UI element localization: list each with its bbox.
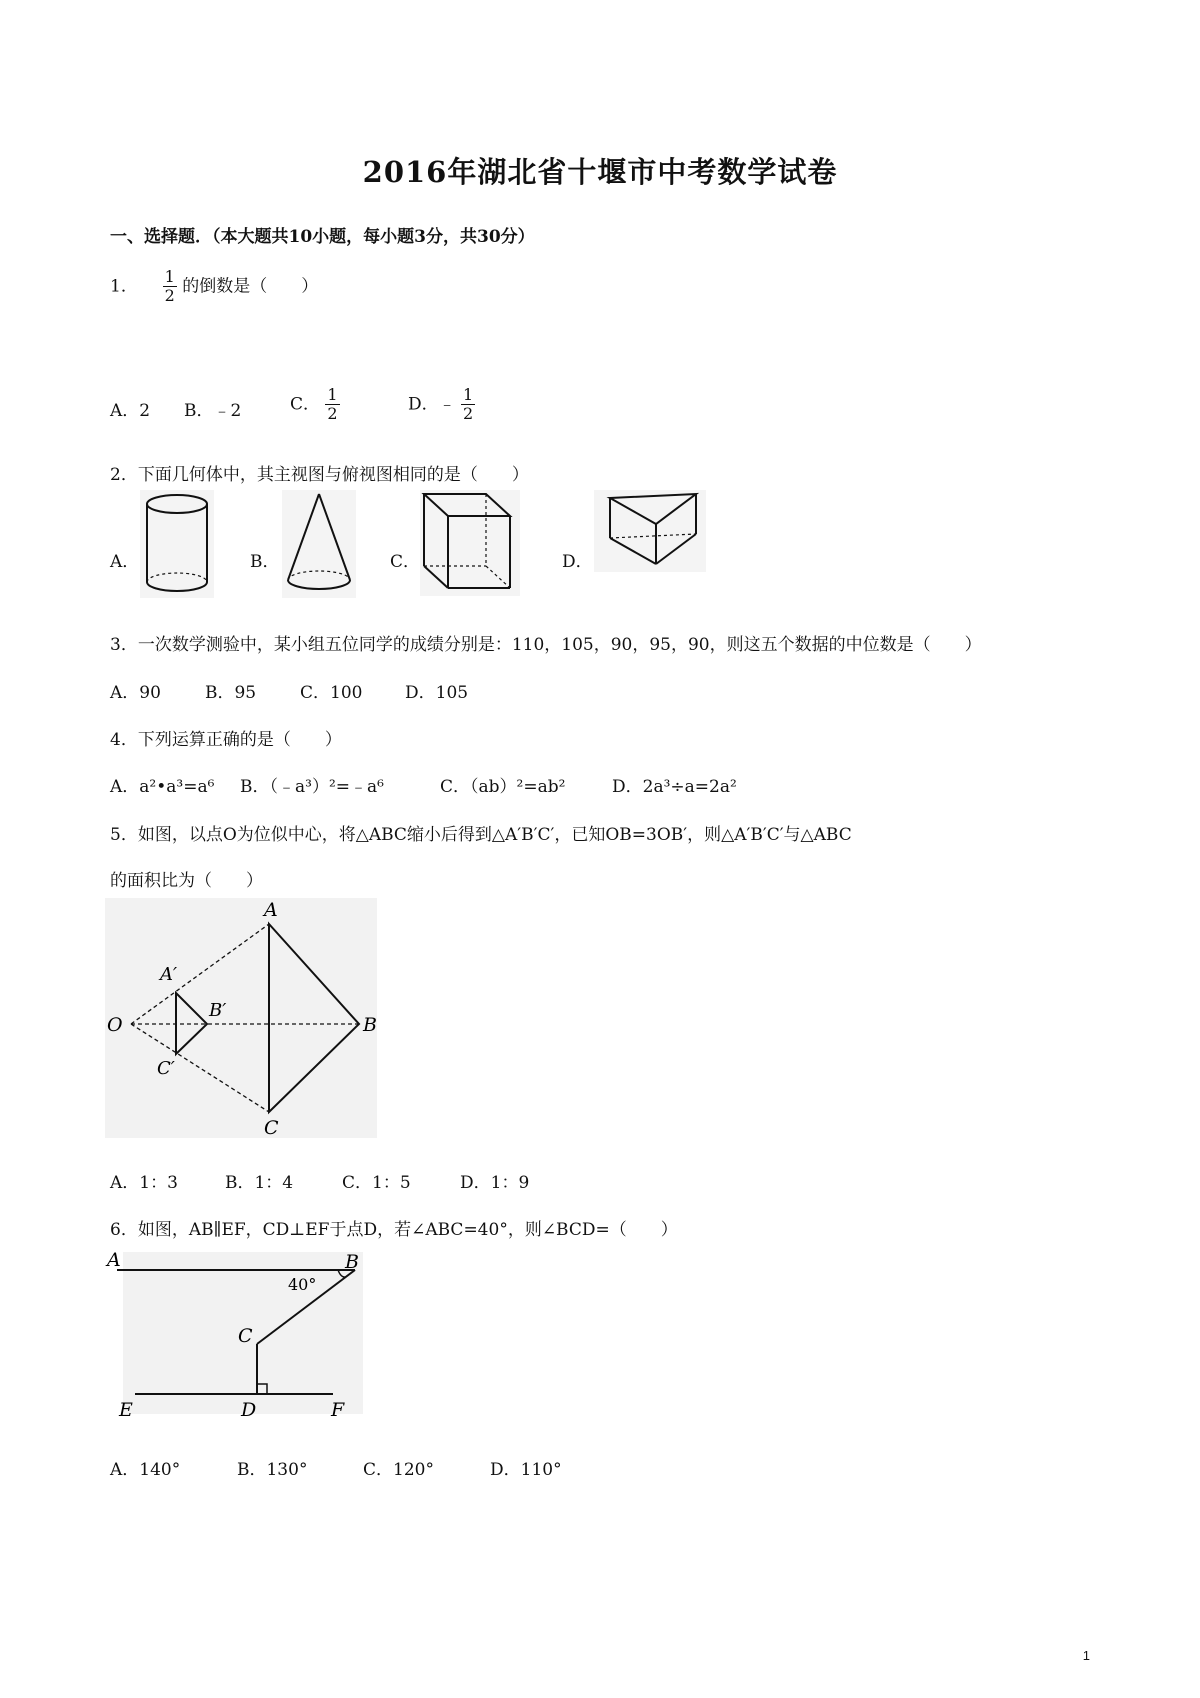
label-a-prime: A′ bbox=[160, 964, 178, 985]
fraction-denominator: 2 bbox=[463, 404, 474, 424]
page-title: 2016年湖北省十堰市中考数学试卷 bbox=[362, 155, 838, 189]
fraction-numerator: 1 bbox=[463, 385, 474, 404]
q3-option-a: A．90 bbox=[110, 683, 161, 703]
label-a: A bbox=[107, 1249, 121, 1271]
q5-option-d: D．1：9 bbox=[460, 1173, 530, 1193]
q2-option-d: D． bbox=[562, 552, 593, 572]
label-d: D bbox=[241, 1399, 257, 1418]
label-c-prime: C′ bbox=[157, 1058, 175, 1079]
q3-option-b: B．95 bbox=[205, 683, 257, 703]
fraction-denominator: 2 bbox=[327, 404, 338, 424]
q6-option-c: C．120° bbox=[363, 1460, 434, 1480]
question-4-stem: 4．下列运算正确的是（ ） bbox=[110, 730, 342, 750]
q3-option-d: D．105 bbox=[405, 683, 469, 703]
q1-option-c-fraction bbox=[325, 386, 339, 424]
q4-option-b: B．（﹣a³）²=﹣a⁶ bbox=[240, 777, 384, 797]
q3-option-c: C．100 bbox=[300, 683, 363, 703]
fraction-denominator: 2 bbox=[164, 286, 175, 306]
q5-option-b: B．1：4 bbox=[225, 1173, 294, 1193]
fraction-numerator: 1 bbox=[164, 267, 175, 286]
label-e: E bbox=[119, 1399, 133, 1418]
q2-option-b: B． bbox=[250, 552, 280, 572]
question-5-stem-line-1: 5．如图，以点O为位似中心，将△ABC缩小后得到△A′B′C′，已知OB=3OB′，则△A′B′C′与△ABC bbox=[110, 825, 852, 845]
cone-figure bbox=[282, 490, 356, 598]
label-a: A bbox=[264, 899, 278, 921]
label-o: O bbox=[107, 1014, 123, 1036]
q4-option-c: C．（ab）²=ab² bbox=[440, 777, 566, 797]
question-1-text: 的倒数是（ ） bbox=[182, 276, 319, 297]
q1-option-d-fraction bbox=[461, 386, 475, 424]
angle-label: 40° bbox=[288, 1275, 317, 1294]
q4-option-d: D．2a³÷a=2a² bbox=[612, 777, 737, 797]
q5-option-c: C．1：5 bbox=[342, 1173, 411, 1193]
q1-option-b: B．﹣2 bbox=[184, 401, 242, 421]
q6-option-b: B．130° bbox=[237, 1460, 308, 1480]
q1-option-c-label: C． bbox=[290, 394, 321, 415]
triangular-prism-figure bbox=[594, 490, 706, 572]
label-c: C bbox=[264, 1117, 279, 1138]
q5-option-a: A．1：3 bbox=[110, 1173, 178, 1193]
cube-figure bbox=[420, 490, 520, 596]
question-1 bbox=[110, 268, 318, 306]
question-1-options bbox=[110, 378, 710, 428]
question-2-stem: 2．下面几何体中，其主视图与俯视图相同的是（ ） bbox=[110, 465, 529, 485]
q4-option-a: A．a²•a³=a⁶ bbox=[110, 777, 215, 797]
page-number: 1 bbox=[1082, 1648, 1090, 1663]
q6-option-d: D．110° bbox=[490, 1460, 562, 1480]
label-b: B bbox=[363, 1014, 377, 1036]
q2-option-c: C． bbox=[390, 552, 421, 572]
question-6-stem: 6．如图，AB∥EF，CD⊥EF于点D，若∠ABC=40°，则∠BCD=（ ） bbox=[110, 1220, 678, 1240]
question-1-fraction bbox=[163, 268, 177, 306]
question-3-stem: 3．一次数学测验中，某小组五位同学的成绩分别是：110，105，90，95，90，则这五个数据的中位数是（ ） bbox=[110, 635, 982, 655]
q1-option-c bbox=[290, 386, 340, 424]
q1-option-a: A．2 bbox=[110, 401, 151, 421]
label-b: B bbox=[345, 1251, 359, 1273]
question-5-stem-line-2: 的面积比为（ ） bbox=[110, 871, 263, 891]
parallel-lines-figure bbox=[105, 1246, 363, 1418]
question-1-number: 1． bbox=[110, 276, 138, 297]
fraction-numerator: 1 bbox=[327, 385, 338, 404]
q2-option-a: A． bbox=[110, 552, 140, 572]
section-heading: 一、选择题．（本大题共10小题，每小题3分，共30分） bbox=[110, 227, 535, 247]
label-b-prime: B′ bbox=[209, 1000, 227, 1021]
q6-option-a: A．140° bbox=[110, 1460, 181, 1480]
cylinder-figure bbox=[140, 490, 214, 598]
q1-option-d bbox=[408, 386, 475, 424]
homothety-figure bbox=[105, 898, 377, 1138]
q1-option-d-label: D．﹣ bbox=[408, 394, 456, 415]
label-f: F bbox=[331, 1399, 345, 1418]
label-c: C bbox=[238, 1325, 253, 1347]
